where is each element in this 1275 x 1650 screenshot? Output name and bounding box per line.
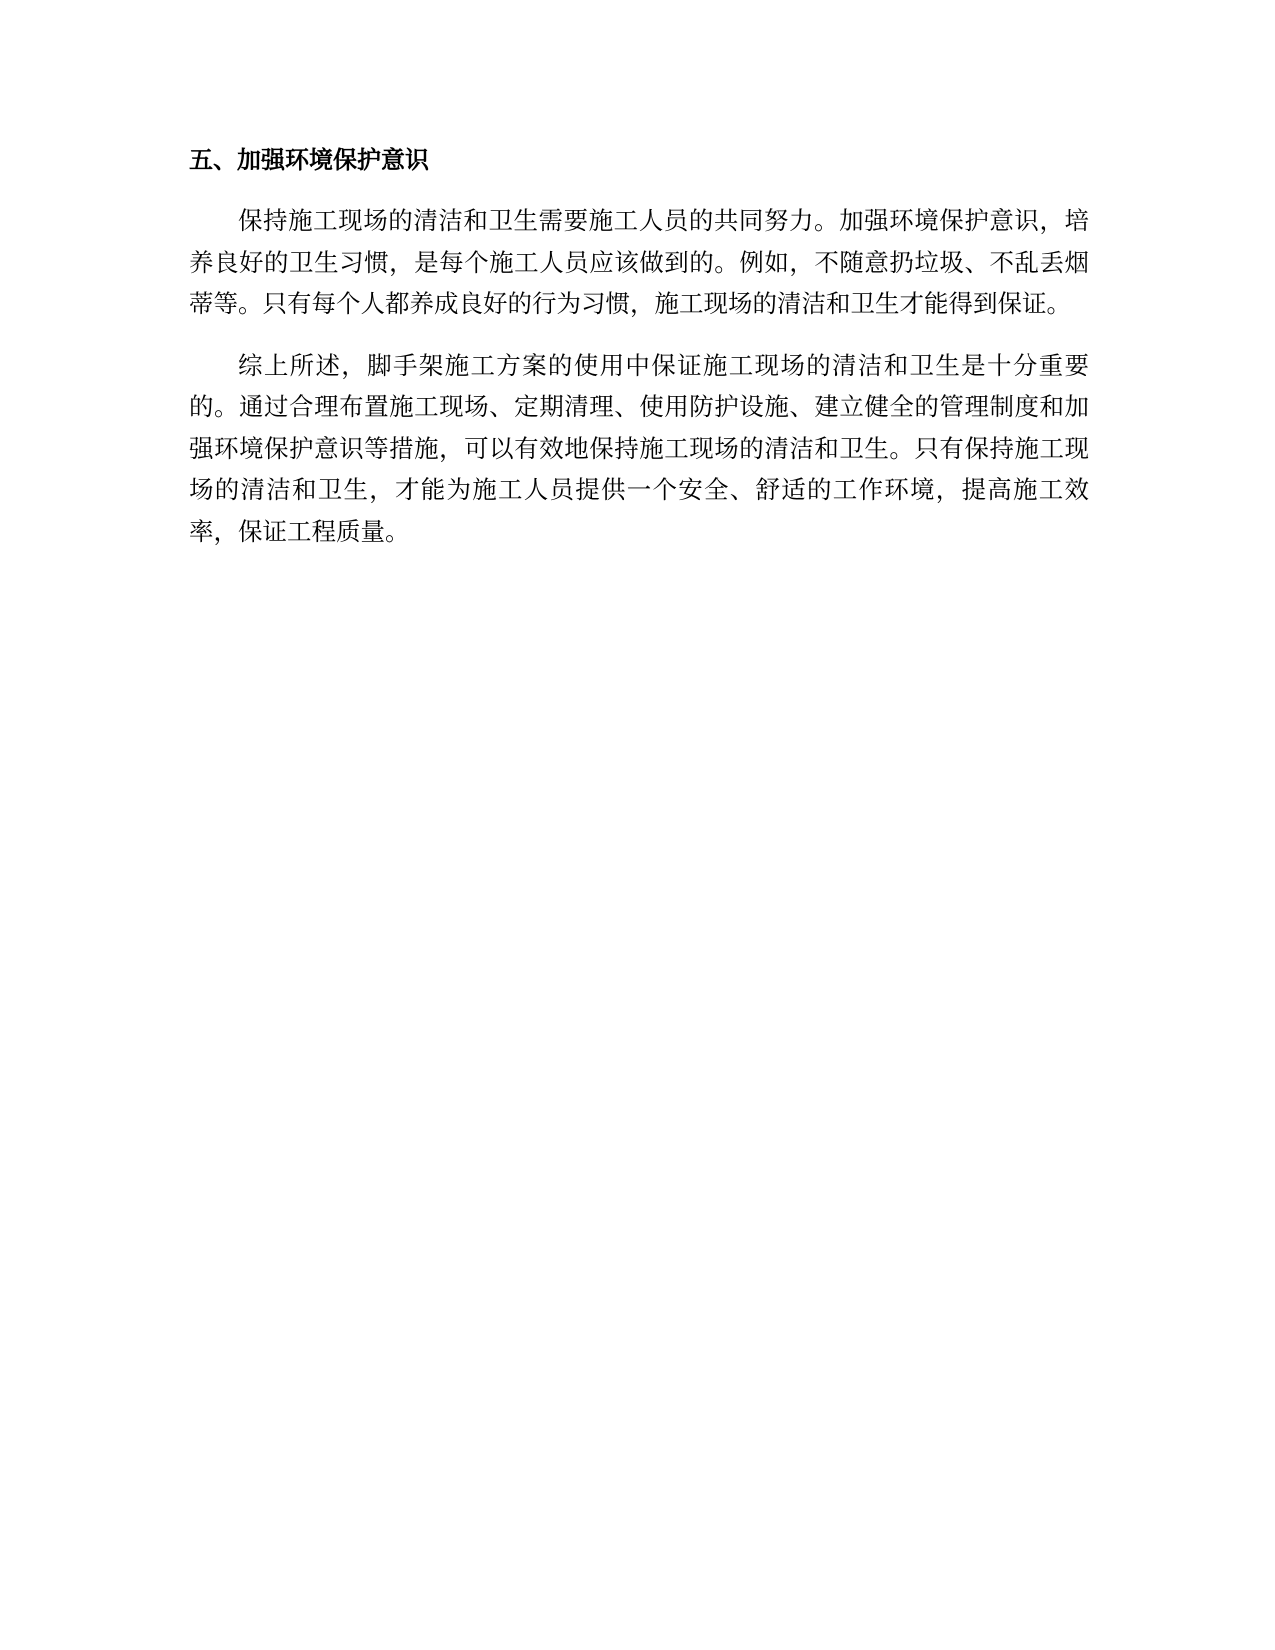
paragraph-environment-awareness: 保持施工现场的清洁和卫生需要施工人员的共同努力。加强环境保护意识，培养良好的卫生习惯，是每个施工人员应该做到的。例如，不随意扔垃圾、不乱丢烟蒂等。只有每个人都养成良好的行为习惯，施工现场的清洁和卫生才能得到保证。 [189,206,1089,318]
section-heading: 五、加强环境保护意识 [189,146,429,174]
paragraph-conclusion: 综上所述，脚手架施工方案的使用中保证施工现场的清洁和卫生是十分重要的。通过合理布置施工现场、定期清理、使用防护设施、建立健全的管理制度和加强环境保护意识等措施，可以有效地保持施工现场的清洁和卫生。只有保持施工现场的清洁和卫生，才能为施工人员提供一个安全、舒适的工作环境，提高施工效率，保证工程质量。 [189,350,1089,546]
document-body [189,140,1089,572]
